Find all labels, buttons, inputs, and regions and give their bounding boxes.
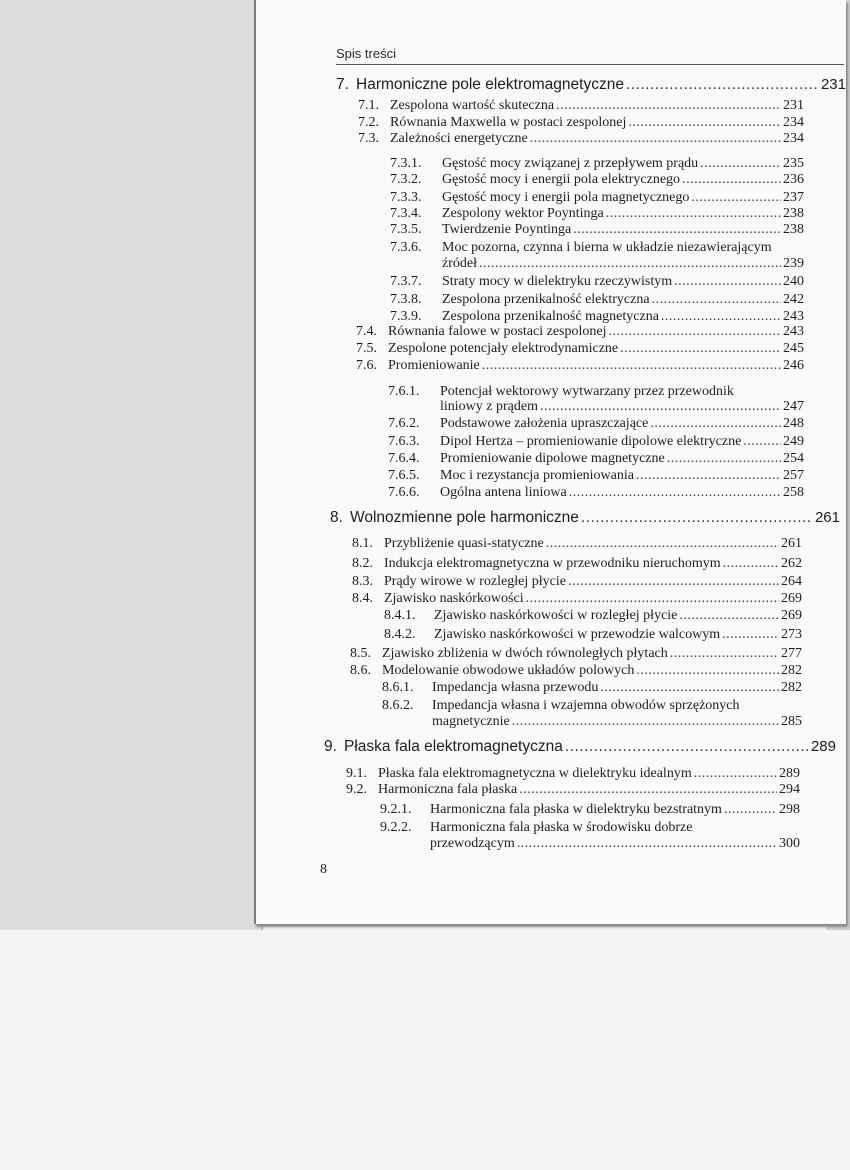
toc-number: 8.4. (352, 591, 373, 606)
toc-number: 8.1. (352, 536, 373, 551)
page-number: 8 (320, 862, 327, 877)
toc-title: Przybliżenie quasi-statyczne (384, 536, 544, 551)
toc-entry-7-3-9 (390, 309, 804, 325)
toc-number: 7.3. (358, 131, 379, 146)
toc-leader-dots (512, 714, 779, 730)
toc-entry-8-6-1 (382, 680, 802, 696)
toc-title: przewodzącym (430, 836, 515, 851)
toc-leader-dots (667, 451, 781, 467)
toc-leader-dots (569, 485, 781, 501)
toc-entry-7-3-3 (390, 190, 804, 206)
toc-title: Moc pozorna, czynna i bierna w układzie niezawierającym (442, 240, 772, 255)
toc-leader-dots (674, 274, 781, 290)
toc-page-number: 248 (783, 416, 804, 431)
toc-number: 8.6.2. (382, 698, 414, 713)
toc-number: 7.6.6. (388, 485, 420, 500)
toc-entry-8-4-2 (384, 627, 802, 643)
toc-page-number: 235 (783, 156, 804, 171)
toc-title: magnetycznie (432, 714, 510, 729)
toc-title: Zespolony wektor Poyntinga (442, 206, 604, 221)
toc-page-number: 289 (779, 766, 800, 781)
toc-page-number: 242 (783, 292, 804, 307)
toc-page-number: 254 (783, 451, 804, 466)
toc-leader-dots (636, 468, 781, 484)
toc-leader-dots (691, 190, 781, 206)
toc-number: 7.6.1. (388, 384, 420, 399)
toc-entry-8-2 (352, 556, 802, 572)
toc-entry-8-4-1 (384, 608, 802, 624)
toc-leader-dots (679, 608, 779, 624)
toc-number: 7.6.4. (388, 451, 420, 466)
toc-number: 8.4.1. (384, 608, 416, 623)
toc-title: Harmoniczna fala płaska (378, 782, 518, 797)
toc-title: Prądy wirowe w rozległej płycie (384, 574, 566, 589)
toc-page-number: 238 (783, 222, 804, 237)
toc-page-number: 285 (781, 714, 802, 729)
toc-page-number: 264 (781, 574, 802, 589)
toc-entry-7-3-6 (442, 256, 804, 272)
toc-leader-dots (724, 802, 777, 818)
toc-entry-8 (330, 509, 840, 529)
toc-title: Promieniowanie dipolowe magnetyczne (440, 451, 665, 466)
toc-number: 7.3.8. (390, 292, 422, 307)
toc-leader-dots (694, 766, 777, 782)
toc-page-number: 289 (810, 738, 836, 755)
toc-leader-dots (568, 574, 779, 590)
toc-entry-8-5 (350, 646, 802, 662)
toc-number: 9.2. (346, 782, 367, 797)
toc-page-number: 257 (783, 468, 804, 483)
toc-entry-8-1 (352, 536, 802, 552)
toc-leader-dots (526, 591, 779, 607)
toc-number: 7.6.3. (388, 434, 420, 449)
toc-entry-7-3-7 (390, 274, 804, 290)
toc-leader-dots (620, 341, 781, 357)
toc-number: 7.3.9. (390, 309, 422, 324)
toc-leader-dots (540, 399, 781, 415)
toc-title: Płaska fala elektromagnetyczna w dielektryku idealnym (378, 766, 692, 781)
toc-page-number: 258 (783, 485, 804, 500)
toc-page-number: 262 (781, 556, 802, 571)
toc-title: Moc i rezystancja promieniowania (440, 468, 634, 483)
toc-leader-dots (626, 76, 819, 94)
toc-page-number: 282 (781, 680, 802, 695)
toc-entry-7-3-1 (390, 156, 804, 172)
toc-entry-7-4 (356, 324, 804, 340)
toc-title: Harmoniczna fala płaska w dielektryku bezstratnym (430, 802, 722, 817)
toc-page-number: 243 (783, 309, 804, 324)
toc-entry-7 (336, 76, 846, 96)
toc-entry-8-4 (352, 591, 802, 607)
toc-entry-7-6-1 (440, 399, 804, 415)
toc-leader-dots (743, 434, 781, 450)
toc-leader-dots (700, 156, 781, 172)
toc-number: 7.4. (356, 324, 377, 339)
toc-leader-dots (479, 256, 781, 272)
toc-entry-7-3-5 (390, 222, 804, 238)
toc-title: Impedancja własna i wzajemna obwodów sprzężonych (432, 698, 740, 713)
toc-number: 7.3.3. (390, 190, 422, 205)
toc-title: Indukcja elektromagnetyczna w przewodniku nieruchomym (384, 556, 721, 571)
toc-title: Zjawisko naskórkowości w rozległej płycie (434, 608, 678, 623)
toc-number: 7.6.5. (388, 468, 420, 483)
toc-leader-dots (546, 536, 779, 552)
toc-page-number: 247 (783, 399, 804, 414)
toc-entry-7-3-4 (390, 206, 804, 222)
toc-title: Podstawowe założenia upraszczające (440, 416, 649, 431)
toc-entry-first-line (380, 820, 692, 836)
toc-title: Gęstość mocy i energii pola magnetycznego (442, 190, 690, 205)
toc-entry-7-6 (356, 358, 804, 374)
toc-number: 9.2.2. (380, 820, 412, 835)
toc-leader-dots (723, 556, 779, 572)
toc-page-number: 300 (779, 836, 800, 851)
toc-page-number: 231 (820, 76, 846, 93)
toc-entry-9-1 (346, 766, 800, 782)
toc-leader-dots (482, 358, 781, 374)
toc-entry-9-2 (346, 782, 800, 798)
toc-title: Modelowanie obwodowe układów polowych (382, 663, 635, 678)
toc-page-number: 237 (783, 190, 804, 205)
toc-number: 7.6.2. (388, 416, 420, 431)
toc-title: Straty mocy w dielektryku rzeczywistym (442, 274, 673, 289)
toc-entry-7-6-2 (388, 416, 804, 432)
toc-page-number: 236 (783, 172, 804, 187)
toc-title: liniowy z prądem (440, 399, 538, 414)
toc-title: Harmoniczna fala płaska w środowisku dobrze (430, 820, 693, 835)
toc-title: Ogólna antena liniowa (440, 485, 567, 500)
toc-number: 8.2. (352, 556, 373, 571)
toc-entry-9 (324, 738, 836, 758)
toc-number: 7. (336, 76, 349, 93)
toc-title: Twierdzenie Poyntinga (442, 222, 572, 237)
toc-number: 7.3.4. (390, 206, 422, 221)
toc-title: źródeł (442, 256, 477, 271)
toc-page-number: 234 (783, 131, 804, 146)
toc-leader-dots (565, 738, 809, 756)
toc-leader-dots (628, 115, 781, 131)
toc-title: Impedancja własna przewodu (432, 680, 599, 695)
toc-title: Harmoniczne pole elektromagnetyczne (356, 76, 624, 93)
toc-leader-dots (600, 680, 779, 696)
toc-entry-7-6-4 (388, 451, 804, 467)
toc-number: 7.5. (356, 341, 377, 356)
toc-leader-dots (670, 646, 779, 662)
toc-title: Zespolona przenikalność elektryczna (442, 292, 650, 307)
toc-title: Równania Maxwella w postaci zespolonej (390, 115, 627, 130)
toc-entry-7-6-6 (388, 485, 804, 501)
toc-number: 7.3.2. (390, 172, 422, 187)
toc-entry-7-6-5 (388, 468, 804, 484)
toc-page-number: 249 (783, 434, 804, 449)
toc-leader-dots (652, 292, 781, 308)
toc-number: 7.6. (356, 358, 377, 373)
toc-page-number: 294 (779, 782, 800, 797)
toc-entry-first-line (390, 240, 772, 256)
toc-page-number: 261 (814, 509, 840, 526)
table-of-contents (256, 0, 846, 900)
toc-number: 7.3.5. (390, 222, 422, 237)
toc-entry-9-2-2 (430, 836, 800, 852)
toc-entry-8-6 (350, 663, 802, 679)
toc-number: 9. (324, 738, 337, 755)
toc-page-number: 273 (781, 627, 802, 642)
toc-page-number: 269 (781, 608, 802, 623)
toc-page-number: 240 (783, 274, 804, 289)
toc-page-number: 261 (781, 536, 802, 551)
toc-title: Zespolone potencjały elektrodynamiczne (388, 341, 619, 356)
toc-page-number: 282 (781, 663, 802, 678)
toc-number: 9.2.1. (380, 802, 412, 817)
running-header: Spis treści (336, 46, 396, 61)
underlying-page (0, 0, 263, 930)
toc-entry-7-2 (358, 115, 804, 131)
toc-page-number: 238 (783, 206, 804, 221)
toc-entry-8-6-2 (432, 714, 802, 730)
toc-title: Zjawisko zbliżenia w dwóch równoległych płytach (382, 646, 668, 661)
toc-number: 9.1. (346, 766, 367, 781)
toc-number: 8.3. (352, 574, 373, 589)
toc-title: Gęstość mocy i energii pola elektrycznego (442, 172, 681, 187)
toc-number: 7.3.1. (390, 156, 422, 171)
toc-entry-first-line (388, 384, 734, 400)
toc-entry-7-3 (358, 131, 804, 147)
toc-title: Zespolona przenikalność magnetyczna (442, 309, 659, 324)
toc-number: 8.4.2. (384, 627, 416, 642)
toc-number: 8.6.1. (382, 680, 414, 695)
toc-title: Zespolona wartość skuteczna (390, 98, 555, 113)
toc-title: Zależności energetyczne (390, 131, 528, 146)
toc-title: Potencjał wektorowy wytwarzany przez przewodnik (440, 384, 734, 399)
toc-entry-8-3 (352, 574, 802, 590)
toc-title: Dipol Hertza – promieniowanie dipolowe elektryczne (440, 434, 742, 449)
toc-leader-dots (636, 663, 779, 679)
document-page (254, 0, 846, 924)
toc-title: Gęstość mocy związanej z przepływem prądu (442, 156, 699, 171)
toc-number: 8. (330, 509, 343, 526)
toc-title: Zjawisko naskórkowości w przewodzie walcowym (434, 627, 721, 642)
toc-entry-7-1 (358, 98, 804, 114)
toc-number: 8.5. (350, 646, 371, 661)
toc-number: 7.1. (358, 98, 379, 113)
toc-page-number: 269 (781, 591, 802, 606)
toc-page-number: 239 (783, 256, 804, 271)
toc-number: 7.2. (358, 115, 379, 130)
toc-leader-dots (573, 222, 781, 238)
toc-title: Płaska fala elektromagnetyczna (344, 738, 563, 755)
toc-number: 7.3.6. (390, 240, 422, 255)
toc-page-number: 231 (783, 98, 804, 113)
toc-entry-7-5 (356, 341, 804, 357)
toc-leader-dots (661, 309, 781, 325)
toc-leader-dots (519, 782, 777, 798)
toc-leader-dots (682, 172, 781, 188)
toc-number: 7.3.7. (390, 274, 422, 289)
toc-number: 8.6. (350, 663, 371, 678)
toc-leader-dots (517, 836, 777, 852)
toc-leader-dots (606, 206, 781, 222)
toc-page-number: 243 (783, 324, 804, 339)
toc-page-number: 298 (779, 802, 800, 817)
toc-page-number: 234 (783, 115, 804, 130)
toc-entry-7-3-8 (390, 292, 804, 308)
toc-title: Zjawisko naskórkowości (384, 591, 524, 606)
toc-entry-first-line (382, 698, 740, 714)
toc-leader-dots (650, 416, 781, 432)
toc-entry-7-6-3 (388, 434, 804, 450)
toc-title: Wolnozmienne pole harmoniczne (350, 509, 579, 526)
toc-page-number: 245 (783, 341, 804, 356)
toc-leader-dots (609, 324, 782, 340)
toc-page-number: 277 (781, 646, 802, 661)
toc-entry-9-2-1 (380, 802, 800, 818)
toc-entry-7-3-2 (390, 172, 804, 188)
toc-leader-dots (722, 627, 779, 643)
toc-title: Równania falowe w postaci zespolonej (388, 324, 607, 339)
toc-page-number: 246 (783, 358, 804, 373)
toc-title: Promieniowanie (388, 358, 480, 373)
toc-leader-dots (581, 509, 813, 527)
toc-leader-dots (556, 98, 781, 114)
toc-leader-dots (530, 131, 781, 147)
